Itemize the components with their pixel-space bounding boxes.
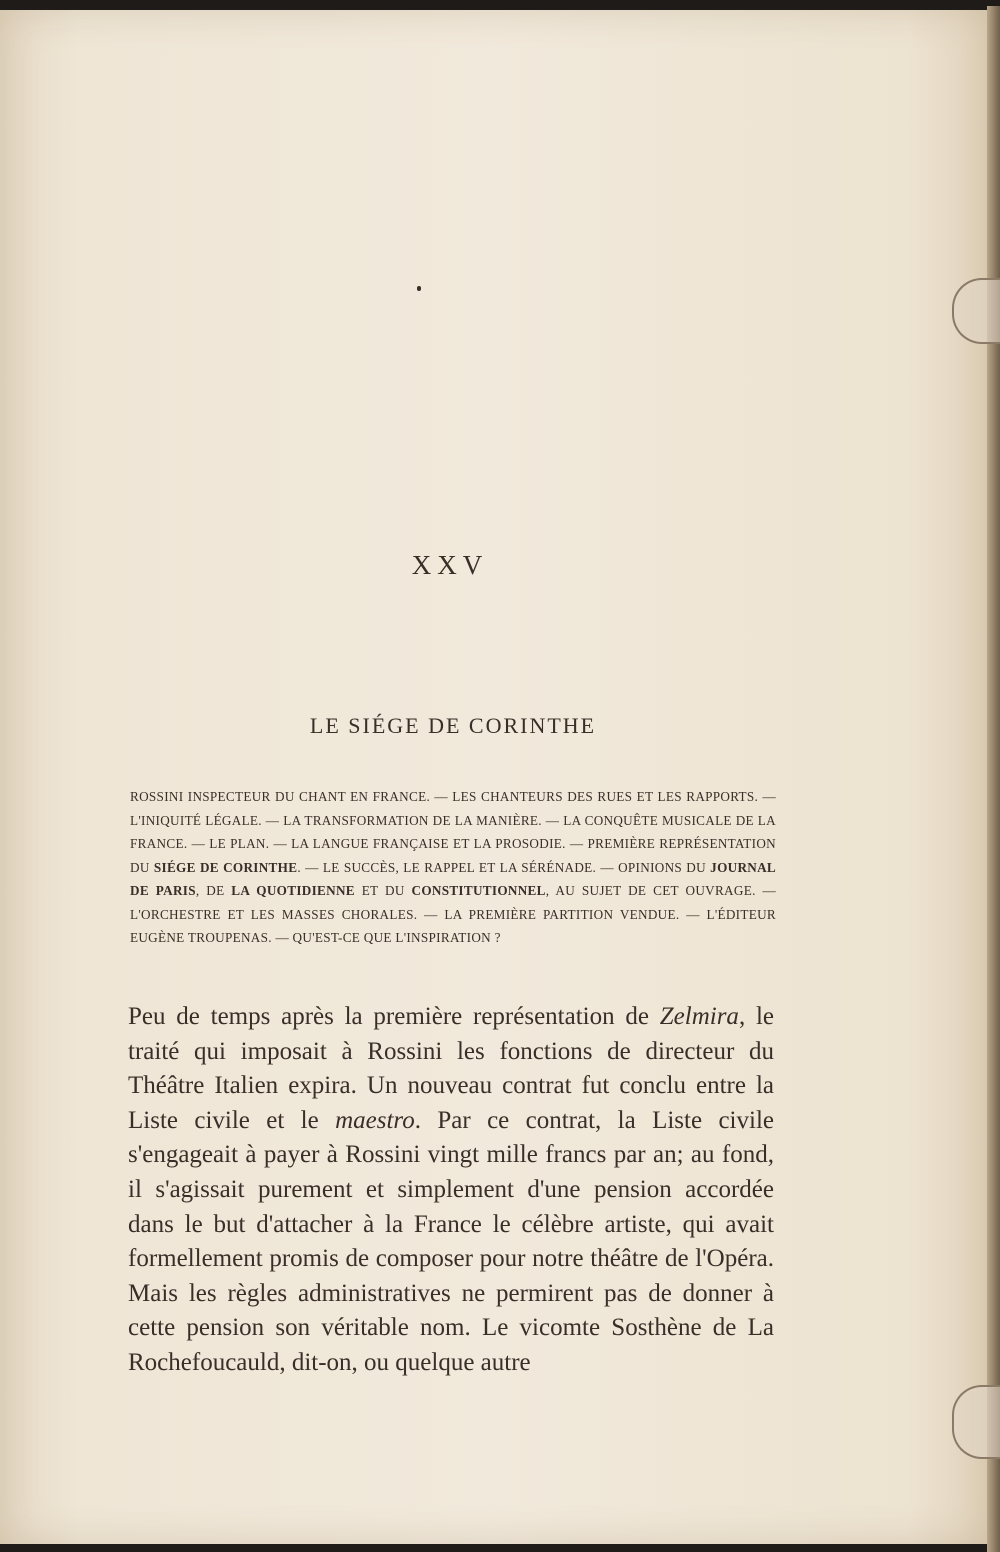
- summary-bold-title: CONSTITUTIONNEL: [411, 883, 546, 898]
- body-italic: maestro: [335, 1106, 415, 1134]
- page-tab-top: [952, 278, 1000, 344]
- body-text: , le traité qui imposait à Rossini les fonctions de directeur du Théâtre Italien expira. Un nouveau contrat fut conclu entre la Liste civile et le: [128, 1003, 774, 1134]
- ink-speck: [417, 286, 421, 291]
- summary-bold-title: SIÉGE DE CORINTHE: [153, 859, 298, 875]
- chapter-title: LE SIÉGE DE CORINTHE: [309, 713, 597, 738]
- book-page: [0, 10, 987, 1544]
- page-edge: [987, 6, 1000, 1552]
- summary-text: , DE: [195, 883, 232, 898]
- chapter-number: XXV: [411, 550, 489, 580]
- summary-text: . — LE SUCCÈS, LE RAPPEL ET LA SÉRÉNADE. — OPINIONS DU: [297, 859, 711, 875]
- body-text: . Par ce contrat, la Liste civile s'engageait à payer à Rossini vingt mille francs par an; au fond, il s'agissait purement et simplement d'une pension accordée dans le but d'attacher à la France le célèbre artiste, qui avait formellement promis de composer pour notre théâtre de l'Opéra. Mais les règles administratives ne permirent pas de donner à cette pension son véritable nom. Le vicomte Sosthène de La Rochefoucauld, dit-on, ou quelque autre: [128, 1106, 774, 1376]
- body-text: Peu de temps après la première représentation de: [128, 1003, 660, 1030]
- summary-text: ET DU: [354, 883, 412, 898]
- summary-text: , AU SUJET DE CET OUVRAGE. — L'ORCHESTRE ET LES MASSES CHORALES. — LA PREMIÈRE PARTITION VENDUE. — L'ÉDITEUR EUGÈNE TROUPENAS. — QU'EST-CE QUE L'INSPIRATION ?: [130, 883, 776, 945]
- chapter-summary: [130, 785, 776, 950]
- body-italic: Zelmira: [659, 1003, 739, 1030]
- summary-bold-title: LA QUOTIDIENNE: [231, 883, 355, 898]
- body-paragraph: [128, 1000, 774, 1381]
- summary-bold-title: JOURNAL DE PARIS: [130, 859, 777, 898]
- summary-text: ROSSINI INSPECTEUR DU CHANT EN FRANCE. — LES CHANTEURS DES RUES ET LES RAPPORTS. — L'INIQUITÉ LÉGALE. — LA TRANSFORMATION DE LA MANIÈRE. — LA CONQUÊTE MUSICALE DE LA FRANCE. — LE PLAN. — LA LANGUE FRANÇAISE ET LA PROSODIE. — PREMIÈRE REPRÉSENTATION DU: [130, 789, 776, 875]
- page-tab-bottom: [952, 1385, 1000, 1459]
